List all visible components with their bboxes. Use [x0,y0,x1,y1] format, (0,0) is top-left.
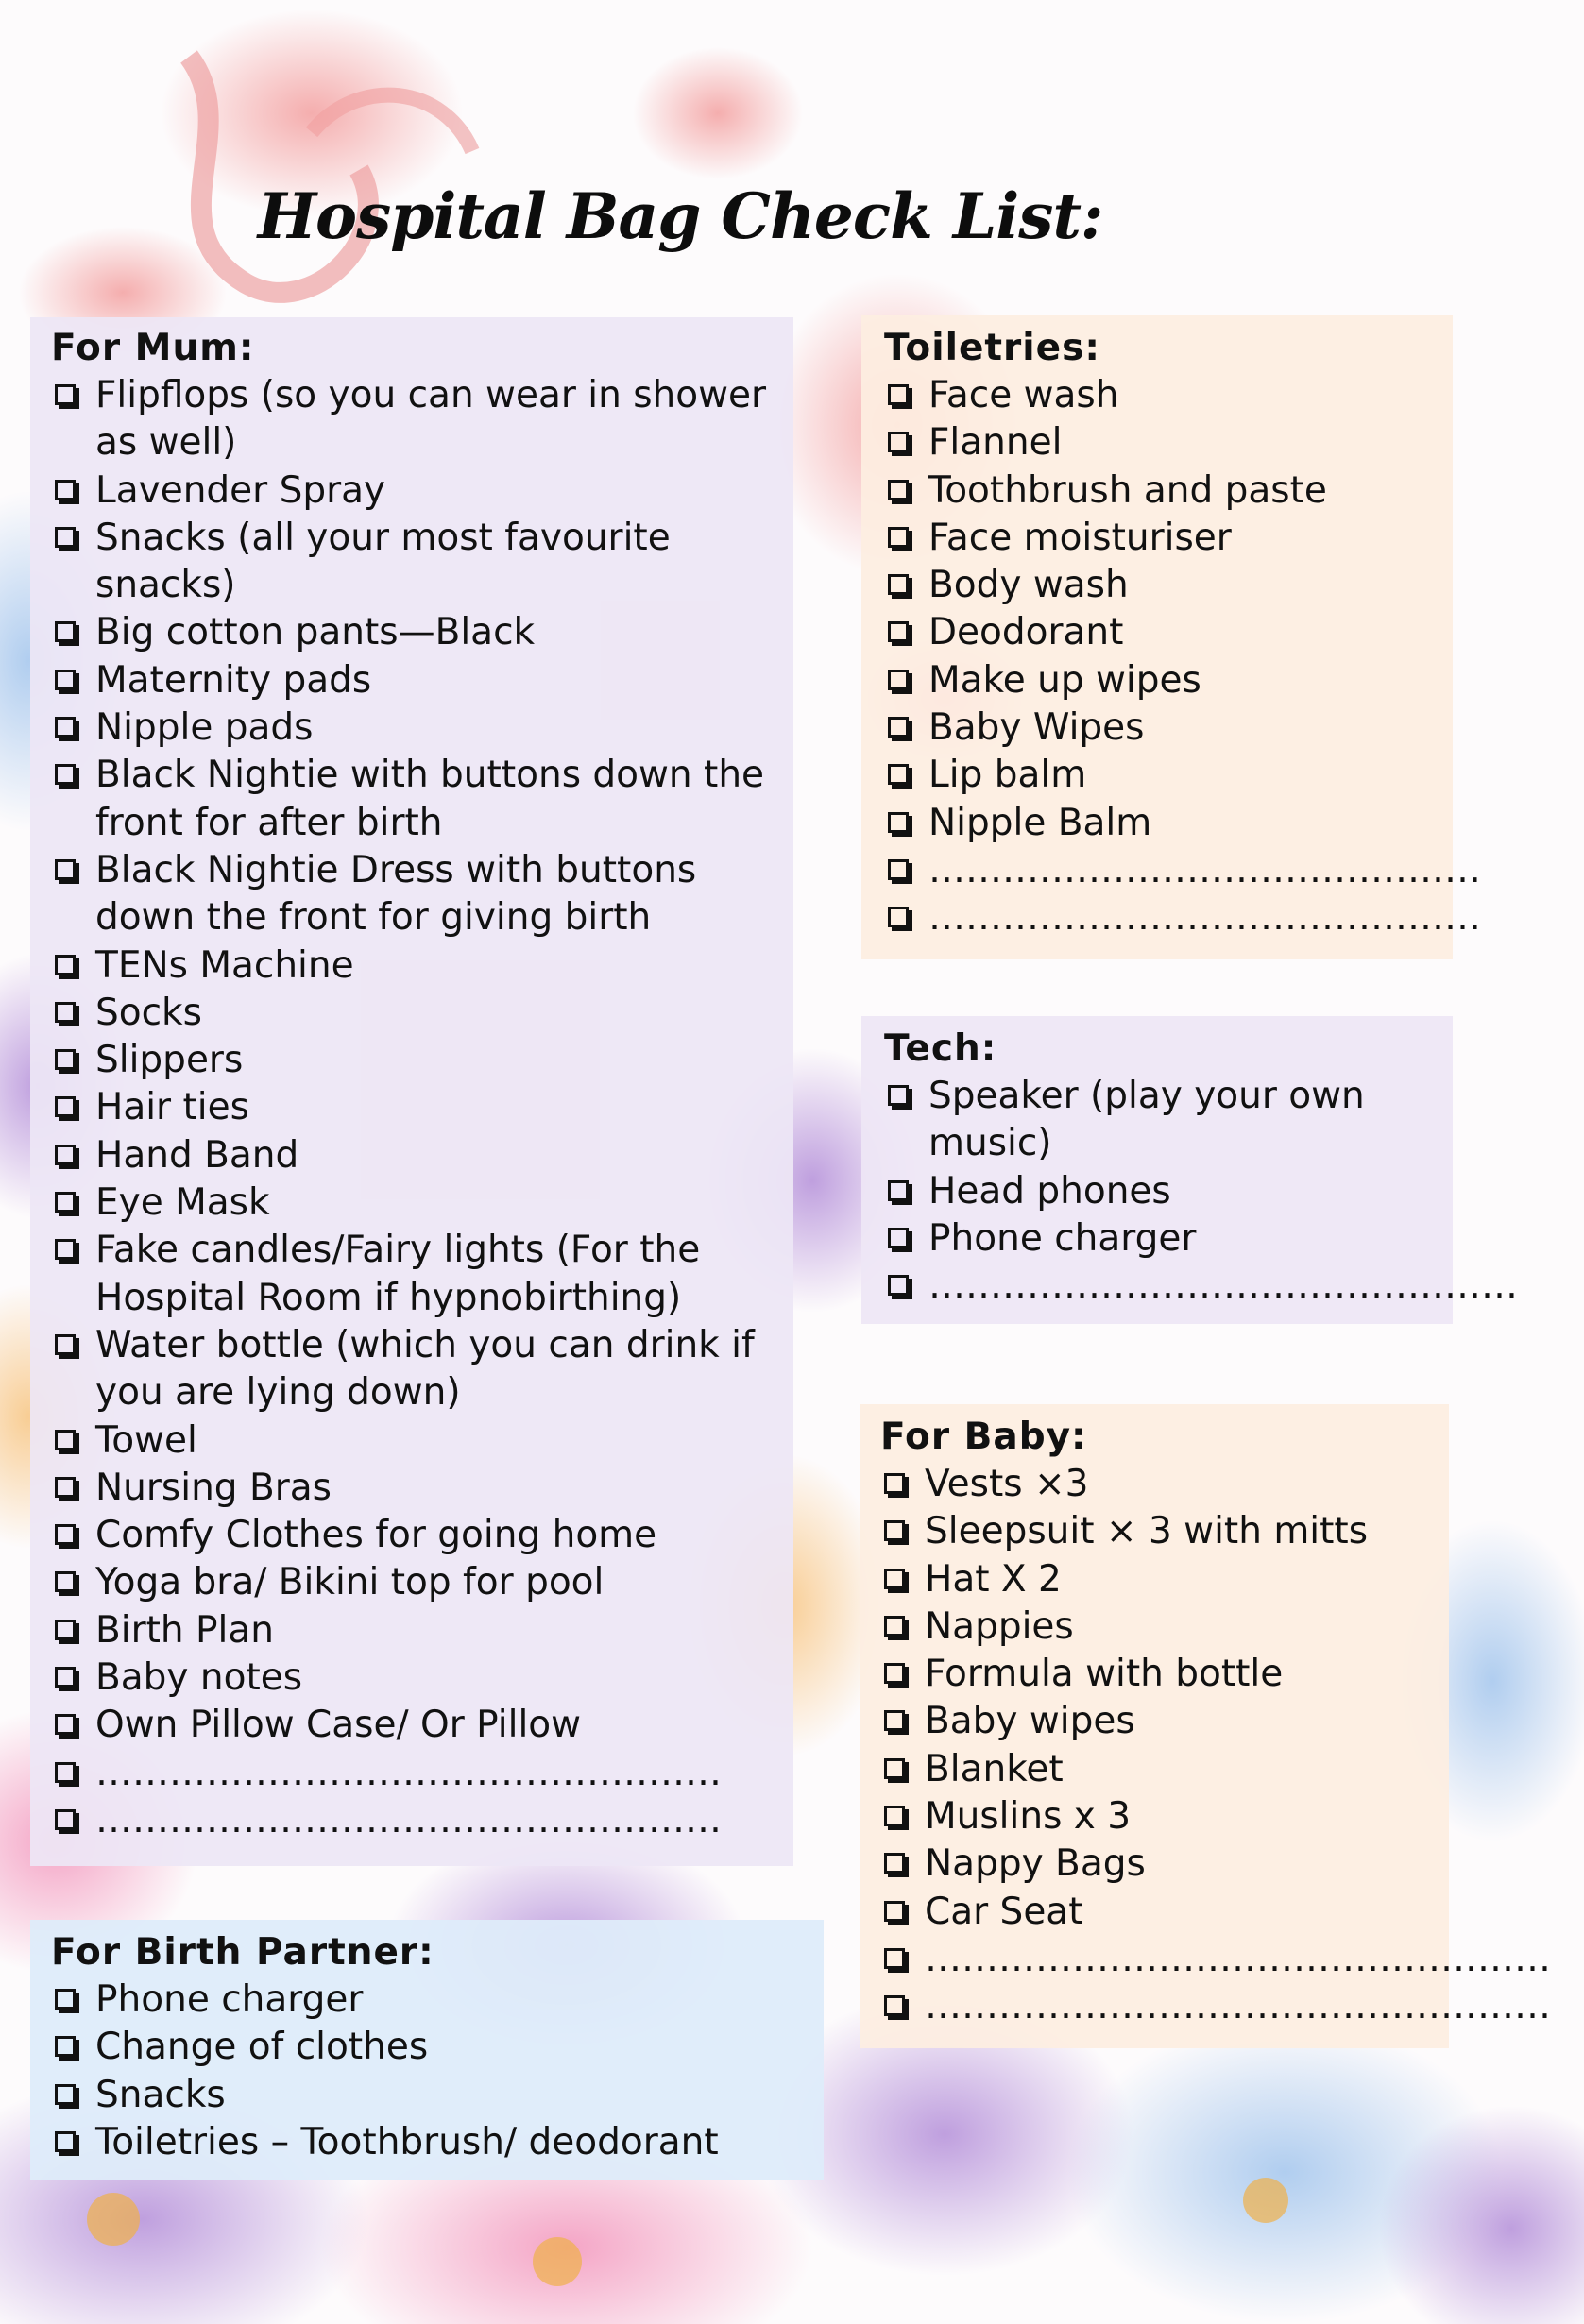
checkbox-icon [55,1667,76,1688]
section-heading: Tech: [884,1027,997,1070]
checkbox-icon [55,1762,76,1783]
checklist-item-label: …………………………………………… [925,1937,1551,1980]
checklist-item [51,372,793,467]
checkbox-icon [884,1853,905,1874]
checklist-item [884,467,1453,515]
checklist-item-label: Big cotton pants—Black [95,611,536,654]
section-for-mum [30,317,793,1866]
checklist-item [51,990,793,1037]
checkbox-icon [888,859,909,880]
checklist-item [880,1936,1551,1983]
checkbox-icon [884,1710,905,1731]
checklist-item-label: Hand Band [95,1133,299,1177]
checklist-item-label: Maternity pads [95,658,372,702]
checkbox-icon [55,1239,76,1260]
checkbox-icon [55,955,76,975]
section-heading: For Mum: [51,327,255,369]
checkbox-icon [884,1520,905,1541]
checklist-item-label: Socks [95,991,202,1034]
checkbox-icon [888,764,909,785]
checklist-item-label: Car Seat [925,1890,1083,1933]
checklist-item [884,894,1481,941]
checklist-item [880,1698,1449,1745]
checklist-item [51,657,793,704]
checklist-item [880,1461,1449,1508]
checklist-item [884,372,1453,419]
checklist [884,372,1481,942]
checkbox-icon [884,1901,905,1922]
checkbox-icon [55,1477,76,1498]
checklist-item-label: Black Nightie Dress with buttons down the front for giving birth [95,848,697,940]
checklist-item-label: ………………………………………… [928,1264,1518,1308]
checklist-item-label: Muslins x 3 [925,1795,1132,1839]
checklist-item [880,1983,1551,2030]
checklist-item-label: Lavender Spray [95,468,386,512]
checklist-item-label: Phone charger [928,1216,1197,1260]
checklist-item [884,752,1453,799]
checklist-item [51,1797,793,1844]
checkbox-icon [884,1995,905,2016]
checklist-item [884,704,1453,752]
checklist-item [884,1215,1453,1263]
checkbox-icon [55,2036,76,2057]
checklist-item-label: …………………………………………… [95,1798,722,1841]
checklist-item [884,1263,1518,1310]
checklist-item [51,1976,824,2024]
checklist-item [880,1651,1449,1698]
checkbox-icon [888,432,909,452]
checklist-item-label: Deodorant [928,611,1124,654]
checklist-item-label: Baby wipes [925,1700,1135,1743]
checklist-item [51,942,793,990]
section-toiletries [861,315,1481,959]
checkbox-icon [884,1758,905,1779]
checkbox-icon [888,717,909,738]
checklist-item-label: Phone charger [95,1978,364,2021]
checklist-item-label: Yoga bra/ Bikini top for pool [95,1561,605,1604]
checkbox-icon [55,1049,76,1070]
checkbox-icon [55,384,76,405]
checklist-item [884,1168,1453,1215]
checklist-item-label: ……………………………………… [928,896,1481,940]
checklist-item [884,657,1453,704]
checklist-item [51,1037,793,1084]
section-tech [861,1016,1518,1324]
section-heading: For Baby: [880,1416,1087,1458]
checkbox-icon [884,1569,905,1589]
checklist-item [884,609,1453,656]
checkbox-icon [888,480,909,500]
checkbox-icon [55,621,76,642]
checklist [884,1073,1518,1310]
checkbox-icon [55,717,76,738]
checklist-item-label: Speaker (play your own music) [928,1075,1365,1165]
checklist-item [51,1227,793,1322]
checkbox-icon [884,1663,905,1684]
checklist-item [51,2024,824,2071]
checkbox-icon [55,1002,76,1023]
page-title: Hospital Bag Check List: [257,179,1103,253]
checklist-item-label: Nipple Balm [928,801,1152,844]
checklist-item [51,1750,793,1797]
checkbox-icon [888,1180,909,1201]
checklist-item [51,1084,793,1131]
checkbox-icon [888,527,909,548]
checklist-item [884,562,1453,609]
checklist-item-label: Nipple pads [95,706,314,750]
checkbox-icon [888,907,909,927]
checklist-item [880,1508,1449,1555]
checklist-item [51,1607,793,1654]
checklist-item-label: …………………………………………… [95,1751,722,1794]
section-heading: Toiletries: [884,327,1100,369]
checklist-item-label: Toothbrush and paste [928,468,1327,512]
checklist-item [880,1746,1449,1793]
checkbox-icon [55,1524,76,1545]
checkbox-icon [888,621,909,642]
checkbox-icon [55,1145,76,1165]
checkbox-icon [884,1616,905,1637]
checkbox-icon [888,574,909,595]
checklist-item-label: Snacks (all your most favourite snacks) [95,516,671,607]
checklist-item-label: Snacks [95,2073,226,2116]
checklist-item [51,2072,824,2119]
checklist-item [51,1512,793,1559]
checklist-item [51,1132,793,1179]
checkbox-icon [884,1473,905,1494]
checklist-item [51,2119,824,2166]
checklist-item-label: Hair ties [95,1086,249,1129]
checklist-item-label: Water bottle (which you can drink if you are lying down) [95,1323,755,1415]
checklist-item [51,1654,793,1702]
checkbox-icon [55,764,76,785]
checklist-item-label: …………………………………………… [925,1985,1551,2028]
checklist-item-label: ……………………………………… [928,848,1481,891]
checklist-item [884,1073,1453,1168]
section-for-baby [860,1404,1551,2048]
checklist [51,372,793,1844]
checklist [51,1976,824,2166]
checkbox-icon [888,812,909,833]
checklist-item-label: Toiletries – Toothbrush/ deodorant [95,2120,719,2163]
checklist-item [51,467,793,515]
checkbox-icon [55,480,76,500]
checklist-item-label: Fake candles/Fairy lights (For the Hospital Room if hypnobirthing) [95,1229,701,1319]
checkbox-icon [884,1806,905,1826]
checklist-item [880,1889,1449,1936]
checklist-item [884,515,1453,562]
checklist-item [51,752,793,847]
checklist-item [51,1417,793,1465]
checklist-item [51,1559,793,1606]
checklist-item-label: Sleepsuit × 3 with mitts [925,1510,1369,1553]
checklist-item [884,847,1481,894]
checklist-item-label: Body wash [928,564,1129,607]
checkbox-icon [55,1430,76,1450]
checklist-item-label: Slippers [95,1039,244,1082]
checklist-item-label: Face wash [928,374,1119,416]
checklist-item-label: Lip balm [928,754,1087,797]
checklist-item [51,704,793,752]
checklist-item-label: Nappy Bags [925,1842,1146,1886]
checkbox-icon [888,1085,909,1106]
checkbox-icon [55,1714,76,1735]
checklist-item-label: Face moisturiser [928,516,1232,559]
checkbox-icon [55,2131,76,2152]
checklist-item-label: Nappies [925,1604,1074,1648]
checkbox-icon [888,1228,909,1248]
checklist-item [880,1556,1449,1603]
checklist-item-label: Own Pillow Case/ Or Pillow [95,1704,582,1747]
checklist-item-label: Vests ×3 [925,1463,1089,1505]
checklist [880,1461,1551,2031]
checkbox-icon [55,670,76,690]
checkbox-icon [55,1620,76,1640]
checklist-item-label: Black Nightie with buttons down the front for after birth [95,754,765,844]
checkbox-icon [55,859,76,880]
checkbox-icon [888,1275,909,1296]
checklist-item [51,609,793,656]
checklist-item-label: Towel [95,1418,197,1462]
checkbox-icon [888,384,909,405]
checkbox-icon [55,1192,76,1213]
checklist-item [51,1179,793,1227]
checkbox-icon [55,1571,76,1592]
checklist-item-label: Eye Mask [95,1181,270,1225]
checklist-item [51,1702,793,1749]
checklist-item [884,419,1453,466]
checkbox-icon [55,527,76,548]
checklist-item-label: Birth Plan [95,1608,275,1652]
checkbox-icon [55,1809,76,1830]
checklist-item-label: Flannel [928,421,1063,465]
checklist-item [884,800,1453,847]
checklist-item-label: Hat X 2 [925,1557,1062,1601]
checklist-item-label: Flipflops (so you can wear in shower as well) [95,374,767,465]
checklist-item-label: Comfy Clothes for going home [95,1514,657,1557]
checklist-item [880,1793,1449,1841]
checkbox-icon [55,1989,76,2010]
checklist-item-label: TENs Machine [95,943,354,987]
checkbox-icon [55,1334,76,1355]
checklist-item [51,515,793,610]
checklist-item-label: Head phones [928,1169,1171,1213]
checklist-item-label: Nursing Bras [95,1466,332,1509]
section-for-birth-partner [30,1920,824,2180]
checklist-item [51,1322,793,1417]
checkbox-icon [884,1948,905,1969]
section-heading: For Birth Partner: [51,1931,434,1974]
checklist-item [51,1465,793,1512]
checklist-item-label: Baby Wipes [928,706,1145,750]
checklist-item-label: Make up wipes [928,658,1201,702]
checklist-item-label: Blanket [925,1747,1064,1790]
checklist-item-label: Baby notes [95,1656,303,1700]
checklist-item [880,1603,1449,1651]
checkbox-icon [55,2084,76,2105]
checkbox-icon [55,1096,76,1117]
checklist-item-label: Formula with bottle [925,1653,1284,1696]
checkbox-icon [888,670,909,690]
checklist-item-label: Change of clothes [95,2026,429,2069]
checklist-item [51,847,793,942]
checklist-item [880,1841,1449,1888]
